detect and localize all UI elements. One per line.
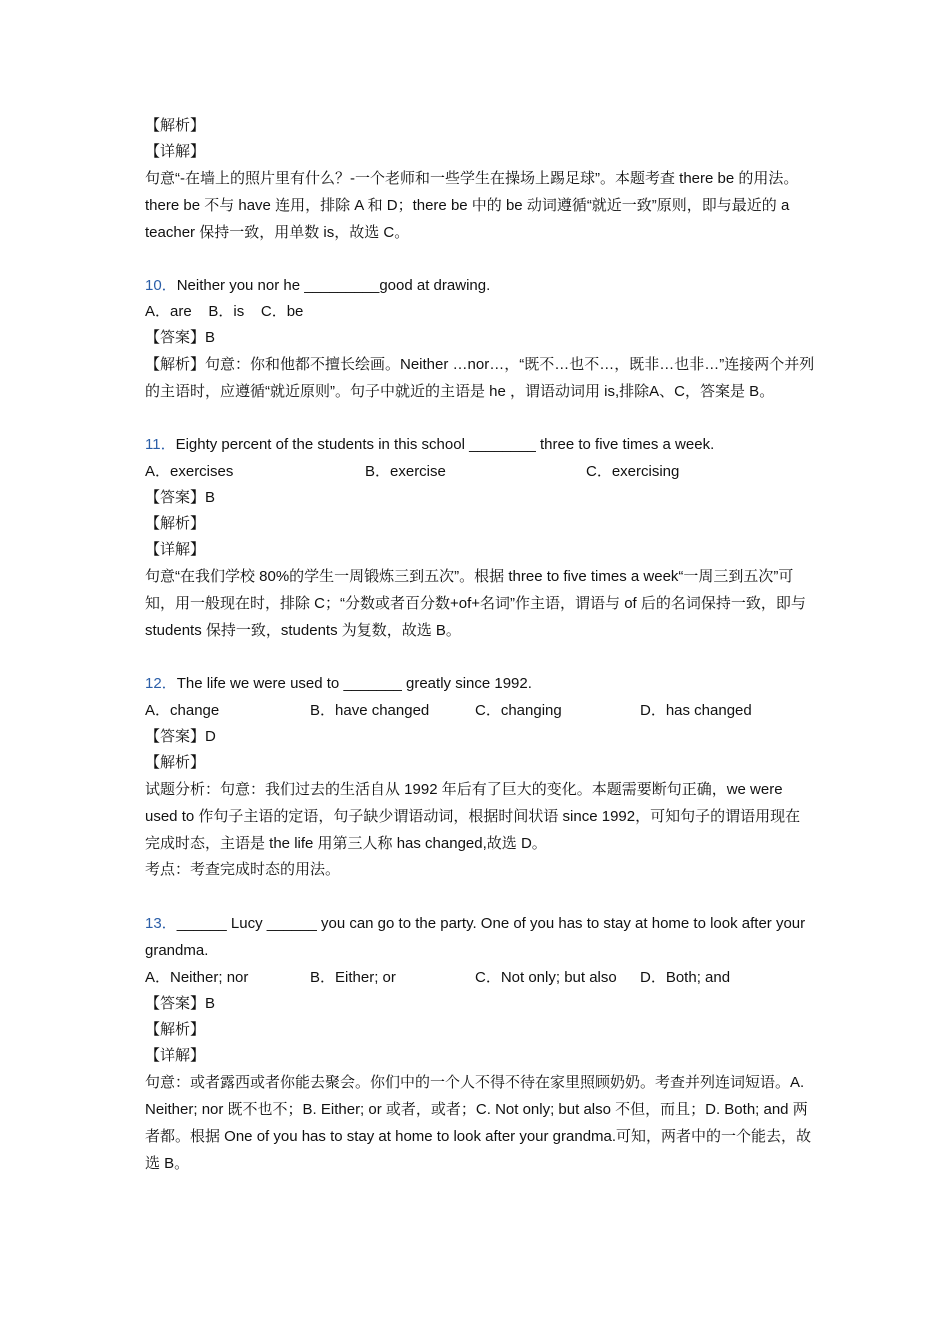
question-number: 13． [145,915,177,932]
answer: 【答案】B [145,329,216,346]
question-text: ______ Lucy ______ you can go to the party. One of you has to stay at home to look after your grandma. [145,915,806,959]
option-b: B．Either; or [310,969,396,986]
analysis-label: 【解析】 [145,117,206,134]
question-12-options [145,697,815,724]
answer: 【答案】B [145,995,216,1012]
question-number: 10． [145,277,177,294]
option-a: A．Neither; nor [145,969,249,986]
question-10-stem [145,273,815,299]
question-12-stem [145,671,815,697]
option-c: C．exercising [586,463,680,480]
question-text: The life we were used to _______ greatly since 1992. [176,675,532,692]
detail-text: 句意“-在墙上的照片里有什么？-一个老师和一些学生在操场上踢足球”。本题考查 there be 的用法。there be 不与 have 连用，排除 A 和 D；there be 中的 be 动词遵循“就近一致”原则，即与最近的 a teacher 保持一致，用单数 is，故选 C。 [145,170,799,241]
detail-label: 【详解】 [145,1047,206,1064]
question-number: 11． [145,436,176,453]
question-text: Eighty percent of the students in this school ________ three to five times a week. [175,436,715,453]
answer: 【答案】D [145,728,216,745]
detail-text: 句意：或者露西或者你能去聚会。你们中的一个人不得不待在家里照顾奶奶。考查并列连词短语。A. Neither; nor 既不也不；B. Either; or 或者，或者；C. Not only; but also 不但，而且；D. Both; and 两者都。根据 One of you has to stay at home to look after your grandma.可知，两者中的一个能去，故选 B。 [145,1074,812,1172]
question-11-options [145,458,815,485]
detail-text: 试题分析：句意：我们过去的生活自从 1992 年后有了巨大的变化。本题需要断句正确，we were used to 作句子主语的定语，句子缺少谓语动词，根据时间状语 since 1992，可知句子的谓语用现在完成时态，主语是 the life 用第三人称 has changed,故选 D。 [145,781,801,852]
page-content [145,113,815,1177]
option-a: A．change [145,702,220,719]
option-b: B．have changed [310,702,430,719]
answer: 【答案】B [145,489,216,506]
analysis-label: 【解析】 [145,754,206,771]
exam-point: 考点：考查完成时态的用法。 [145,861,341,878]
option-d: D．Both; and [640,969,731,986]
question-11-stem [145,432,815,458]
question-10-options [145,299,815,325]
option-a: A．exercises [145,463,234,480]
option-d: D．has changed [640,702,752,719]
detail-text: 句意“在我们学校 80%的学生一周锻炼三到五次”。根据 three to five times a week“一周三到五次”可知，用一般现在时，排除 C；“分数或者百分数+of+名词”作主语，谓语与 of 后的名词保持一致，即与 students 保持一致，students 为复数，故选 B。 [145,568,806,639]
option-b: B．exercise [365,463,446,480]
analysis-text: 【解析】句意：你和他都不擅长绘画。Neither …nor…，“既不…也不…，既非…也非…”连接两个并列的主语时，应遵循“就近原则”。句子中就近的主语是 he ，谓语动词用 is,排除A、C，答案是 B。 [145,356,815,400]
question-number: 12． [145,675,177,692]
question-text: Neither you nor he _________good at drawing. [176,277,491,294]
option-c: C．changing [475,702,562,719]
option-c: C．Not only; but also [475,969,617,986]
option-a: A．are [145,303,192,320]
option-c: C．be [260,303,304,320]
option-b: B．is [208,303,245,320]
detail-label: 【详解】 [145,541,206,558]
analysis-label: 【解析】 [145,515,206,532]
question-13-options [145,964,815,991]
detail-label: 【详解】 [145,143,206,160]
question-13-stem [145,910,815,964]
analysis-label: 【解析】 [145,1021,206,1038]
